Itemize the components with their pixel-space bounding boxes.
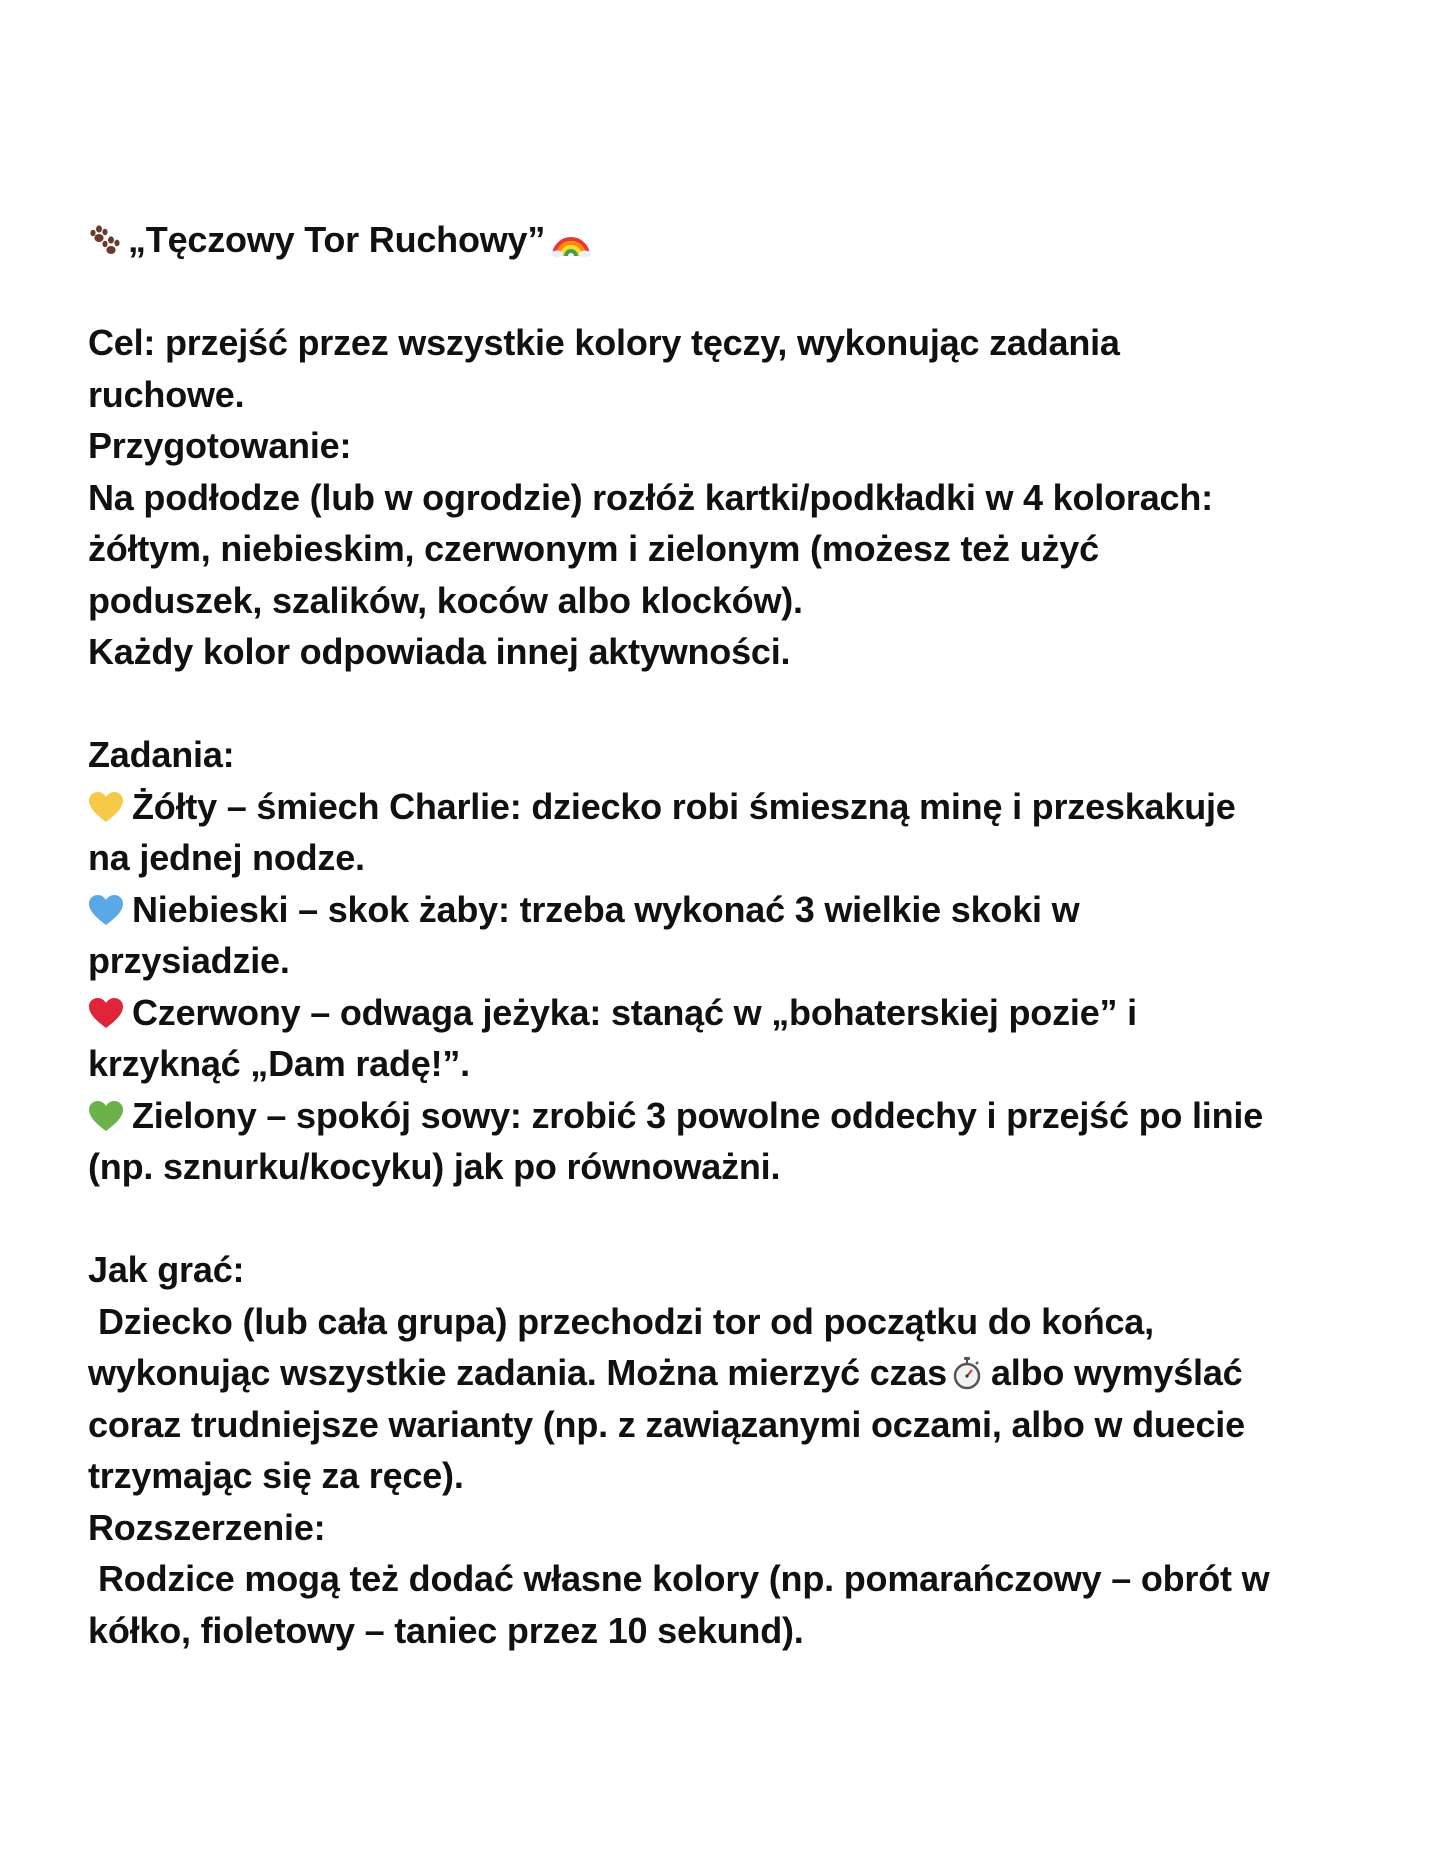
preparation-heading: Przygotowanie: (88, 425, 352, 466)
task-item-red (88, 987, 1388, 1039)
document-page (88, 214, 1388, 1656)
task-text: Niebieski – skok żaby: trzeba wykonać 3 wielkie skoki w (132, 888, 1080, 930)
yellow-heart-icon (88, 791, 124, 823)
extension-line: Rodzice mogą też dodać własne kolory (np. pomarańczowy – obrót w (98, 1558, 1270, 1599)
tasks-heading: Zadania: (88, 734, 235, 775)
goal-line: ruchowe. (88, 373, 245, 415)
task-text: Żółty – śmiech Charlie: dziecko robi śmieszną minę i przeskakuje (132, 785, 1236, 827)
task-text-continued: na jednej nodze. (88, 837, 365, 878)
title-text: „Tęczowy Tor Ruchowy” (128, 219, 546, 260)
how-to-play-line (88, 1347, 1388, 1399)
preparation-line: Każdy kolor odpowiada innej aktywności. (88, 631, 791, 672)
extension-heading: Rozszerzenie: (88, 1506, 326, 1548)
red-heart-icon (88, 997, 124, 1029)
task-text: Czerwony – odwaga jeżyka: stanąć w „bohaterskiej pozie” i (132, 991, 1137, 1033)
task-item-green (88, 1090, 1388, 1142)
how-to-play-text: wykonując wszystkie zadania. Można mierzyć czas (88, 1352, 947, 1393)
preparation-line: poduszek, szalików, koców albo klocków). (88, 579, 803, 621)
preparation-line: żółtym, niebieskim, czerwonym i zielonym (możesz też użyć (88, 528, 1099, 569)
extension-line: kółko, fioletowy – taniec przez 10 sekund). (88, 1609, 804, 1651)
task-text: Zielony – spokój sowy: zrobić 3 powolne oddechy i przejść po linie (132, 1094, 1264, 1136)
green-heart-icon (88, 1100, 124, 1132)
task-text-continued: przysiadzie. (88, 940, 290, 981)
how-to-play-line: coraz trudniejsze warianty (np. z zawiązanymi oczami, albo w duecie (88, 1403, 1245, 1445)
how-to-play-heading: Jak grać: (88, 1249, 245, 1290)
spacer (88, 1193, 1388, 1245)
spacer (88, 678, 1388, 730)
how-to-play-text: albo wymyślać (990, 1352, 1243, 1393)
how-to-play-line: trzymając się za ręce). (88, 1455, 464, 1496)
paw-prints-icon (88, 224, 120, 256)
goal-line: Cel: przejść przez wszystkie kolory tęczy, wykonując zadania (88, 322, 1120, 363)
spacer (88, 266, 1388, 318)
preparation-line: Na podłodze (lub w ogrodzie) rozłóż kartki/podkładki w 4 kolorach: (88, 476, 1213, 518)
document-title (88, 214, 1388, 266)
how-to-play-line: Dziecko (lub cała grupa) przechodzi tor od początku do końca, (98, 1300, 1154, 1342)
stopwatch-icon (951, 1356, 983, 1390)
task-text-continued: krzyknąć „Dam radę!”. (88, 1043, 470, 1084)
blue-heart-icon (88, 894, 124, 926)
task-item-blue (88, 884, 1388, 936)
task-item-yellow (88, 781, 1388, 833)
rainbow-icon (551, 224, 591, 258)
task-text-continued: (np. sznurku/kocyku) jak po równoważni. (88, 1146, 781, 1187)
